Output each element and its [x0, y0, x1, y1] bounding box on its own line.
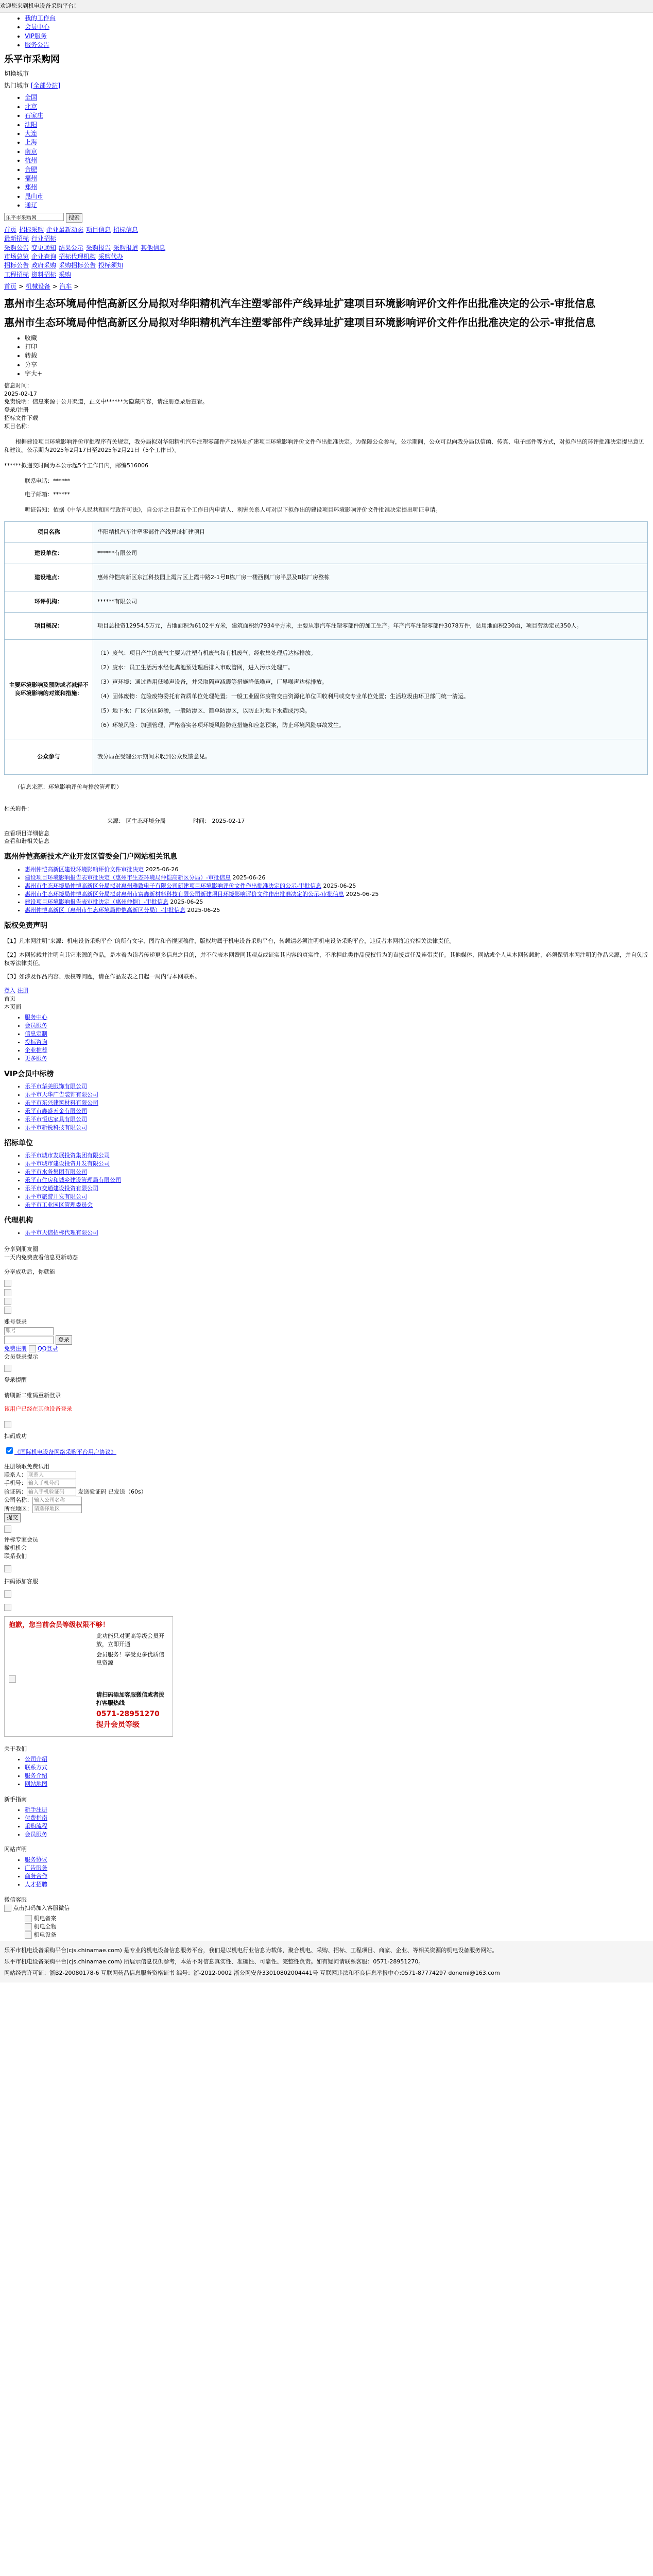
table-key: 建设地点： [5, 564, 93, 591]
site-link[interactable]: 商务合作 [25, 1873, 47, 1880]
city-item[interactable]: 杭州 [25, 157, 38, 164]
broken-image-icon [25, 1923, 32, 1930]
popup-line-3: 请扫码添加客服微信或者拨打客服热线 [96, 1691, 164, 1706]
table-row [5, 521, 648, 543]
vip-link[interactable]: 乐平市天华广告装饰有限公司 [25, 1091, 98, 1098]
table-row [5, 564, 648, 591]
password-input[interactable] [4, 1336, 54, 1344]
vip-link[interactable]: 乐平市东兴建筑材料有限公司 [25, 1099, 98, 1106]
top-link-vip[interactable]: VIP服务 [25, 32, 47, 40]
broken-image-icon [4, 1289, 11, 1296]
nav-item[interactable]: 采购报告 [86, 244, 111, 251]
agency-list [4, 1229, 649, 1237]
help-link[interactable]: 新手注册 [25, 1806, 47, 1813]
list-item [25, 898, 649, 906]
service-link[interactable]: 会员服务 [25, 1022, 47, 1029]
contact-email [25, 490, 649, 499]
popup-tel[interactable]: 0571-28951270 提升会员等级 [96, 1710, 160, 1729]
help-label: 新手指南 [4, 1795, 27, 1803]
login-warning: 该用户已经在其他设备登录 [4, 1405, 72, 1412]
about-link[interactable]: 网站地图 [25, 1780, 47, 1787]
service-link[interactable]: 信息定制 [25, 1030, 47, 1038]
breadcrumb: 首页 > 机械设备 > 汽车 > [4, 283, 79, 291]
doc-paragraph: 根据建设项目环境影响评价审批程序有关规定，我分局拟对华阳精机汽车注塑零部件产线异址扩建项目环境影响评价文件作出批准决定。为保障公众参与，公示期间，公众可以向我分局以信函、传真、电子邮件等方式，对拟作出的环评批准决定提出意见和建议。公示期为2025年2月17日至2025年2月21日（5个工作日）。 [4, 438, 644, 454]
company-input[interactable] [32, 1497, 82, 1505]
help-link[interactable]: 采购流程 [25, 1822, 47, 1829]
table-row [5, 739, 648, 774]
qr-label: 分享成功后，你就能 [4, 1268, 55, 1275]
broken-image-icon [4, 1604, 11, 1611]
nav-item[interactable]: 结果公示 [59, 244, 84, 251]
tender-link[interactable]: 乐平市城市发展投资集团有限公司 [25, 1152, 110, 1159]
list-item [25, 890, 649, 899]
related-date: 2025-06-26 [232, 874, 266, 881]
nav-item[interactable]: 企业最新动态 [46, 226, 84, 233]
table-row [5, 543, 648, 564]
form-more-2: 撤机机会 [4, 1544, 27, 1551]
acct-row [4, 1326, 649, 1335]
nav-item[interactable]: 企业查询 [31, 253, 57, 261]
table-value: 项目总投资12954.5万元，占地面积为6102平方米，建筑面积约7934平方米，主要从事汽车注塑零部件的加工生产。年产汽车注塑零部件3078万件，总用地面积230亩，项目劳动定员350人。 [93, 612, 648, 639]
footer-text-1: 乐平市机电设备采购平台(cjs.chinamae.com) 是专业的机电设备信息服务平台，我们是以机电行业信息为载体，聚合机电、采购、招标、工程项目、商家、企业、等相关资源的机电设备服务网站。 [4, 1946, 498, 1954]
wechat-item: 机电设备 [33, 1931, 57, 1938]
region-select[interactable] [32, 1505, 82, 1513]
breadcrumb-category[interactable]: 机械设备 [25, 283, 50, 291]
city-list [4, 93, 649, 210]
source-name: 来源： 区生态环境分局 [107, 817, 166, 824]
free-reg-row [4, 1345, 649, 1353]
breadcrumb-home[interactable]: 首页 [4, 283, 17, 291]
table-value: 华阳精机汽车注塑零部件产线异址扩建项目 [93, 521, 648, 543]
related-date: 2025-06-25 [323, 882, 356, 889]
phone-input[interactable] [27, 1480, 76, 1488]
table-key: 公众参与 [5, 739, 93, 774]
help-list [4, 1806, 649, 1839]
city-item[interactable]: 南京 [25, 147, 38, 155]
form-title: 注册领取免费试用 [4, 1463, 49, 1470]
vip-link[interactable]: 乐平市鑫盛五金有限公司 [25, 1107, 87, 1114]
home-label: 首页 [4, 995, 15, 1003]
broken-image-icon [4, 1526, 11, 1533]
city-item[interactable]: 合肥 [25, 165, 38, 173]
table-value: 我分局在受理公示期间未收到公众反馈意见。 [93, 739, 648, 774]
pwd-row [4, 1335, 649, 1345]
form-row [4, 1505, 649, 1514]
table-row [5, 591, 648, 612]
list-item [25, 906, 649, 914]
breadcrumb-sub[interactable]: 汽车 [59, 283, 72, 291]
related-link[interactable]: 建设项目环境影响报告表审批决定（惠州市生态环境局仲恺高新区分局）-审批信息 [25, 874, 231, 881]
city-item[interactable]: 石家庄 [25, 112, 44, 120]
broken-image-icon [4, 1590, 11, 1598]
nav-item[interactable]: 其他信息 [141, 244, 166, 251]
login-tips: 会员登录提示 [4, 1353, 38, 1360]
related-label-1[interactable]: 查看项目详细信息 [4, 829, 49, 837]
related-date: 2025-06-25 [170, 899, 203, 906]
vip-permission-popup [4, 1616, 173, 1737]
city-item[interactable]: 福州 [25, 174, 38, 182]
tool-collect[interactable]: • 收藏 [25, 334, 649, 343]
vip-list [4, 1082, 649, 1132]
doc-lead: 项目名称： [4, 423, 32, 430]
attachments-label: 相关附件： [4, 805, 32, 812]
wechat-label: 微信客服 [4, 1896, 27, 1904]
city-item[interactable]: 昆山市 [25, 192, 44, 200]
table-value: ******有限公司 [93, 591, 648, 612]
nav-item[interactable]: 首页 [4, 226, 17, 233]
city-item[interactable]: 大连 [25, 129, 38, 137]
qq-login-link[interactable]: QQ登录 [38, 1345, 58, 1352]
table-value: （1）废气：项目产生的废气主要为注塑有机废气和有机废气，经收集处理后达标排放。 （2）废水：员工生活污水经化粪池预处理后排入市政管网，进入污水处理厂。 （3）声环境：通过选用低噪声设备，并采取隔声减震等措施降低噪声，厂界噪声达标排放。 （4）固体废物：危险废物委托有资质单位处理处置；一般工业固体废物交由资源化单位回收利用或交专业单位处置；生活垃圾由环卫部门统一清运。 （5）地下水：厂区分区防渗，一般防渗区、简单防渗区，以防止对地下水造成污染。 （6）环境风险：加强管理，严格落实各项环境风险防范措施和应急预案，防止环境风险事故发生。 [93, 639, 648, 739]
tool-share[interactable]: • 分享 [25, 361, 649, 369]
service-link[interactable]: 更多服务 [25, 1055, 47, 1062]
login-title: 登录提醒 [4, 1376, 27, 1383]
about-link[interactable]: 公司介绍 [25, 1756, 47, 1763]
account-input[interactable] [4, 1327, 54, 1335]
register-link[interactable]: 注册 [17, 987, 29, 994]
table-key: 环评机构： [5, 591, 93, 612]
login-prompt[interactable]: 登录/注册 [4, 406, 29, 414]
login-note: 请刷新二维码重新登录 [4, 1392, 61, 1399]
city-item[interactable]: 上海 [25, 139, 38, 146]
page-title-repeat: 惠州市生态环境局仲恺高新区分局拟对华阳精机汽车注塑零部件产线异址扩建项目环境影响评价文件作出批准决定的公示-审批信息 [4, 316, 596, 329]
qr-code-icon [4, 1905, 11, 1912]
share-label: 分享到朋友圈 [4, 1245, 38, 1252]
broken-image-icon [25, 1931, 32, 1939]
page-title: 惠州市生态环境局仲恺高新区分局拟对华阳精机汽车注塑零部件产线异址扩建项目环境影响评价文件作出批准决定的公示-审批信息 [4, 297, 596, 310]
contact-phone-value: ****** [53, 478, 70, 485]
nav-item[interactable]: 变更通知 [31, 244, 57, 251]
site-name: 乐平市采购网 [4, 54, 60, 65]
about-link[interactable]: 服务介绍 [25, 1772, 47, 1779]
welcome-text: 欢迎您来到机电设备采购平台！ [0, 3, 79, 9]
search-bar [4, 213, 649, 222]
form-row [4, 1496, 649, 1505]
tender-link[interactable]: 乐平市交通建设投资有限公司 [25, 1184, 98, 1192]
reg-title: 扫码成功 [4, 1433, 27, 1440]
table-key: 主要环境影响及预防或者减轻不良环境影响的对策和措施： [5, 639, 93, 739]
tender-title: 招标单位 [4, 1139, 33, 1147]
city-item[interactable]: 通辽 [25, 201, 38, 209]
broken-image-icon [4, 1421, 11, 1428]
nav-item[interactable]: 政府采购 [31, 262, 57, 269]
copyright-1: 【1】凡本网注明"来源：机电设备采购平台"的所有文字、图片和音视频稿件，版权均属于机电设备采购平台，转载请必须注明机电设备采购平台，违反者本网将追究相关法律责任。 [4, 937, 455, 944]
services-list [4, 1013, 649, 1063]
login-button[interactable]: 登录 [56, 1335, 72, 1345]
contact-email-value: ****** [53, 490, 70, 498]
login-register [4, 987, 649, 995]
help-link[interactable]: 会员服务 [25, 1831, 47, 1838]
main-nav [4, 226, 649, 279]
nav-item[interactable]: 采购 [59, 270, 72, 278]
contact-phone [25, 477, 649, 485]
agency-title: 代理机构 [4, 1216, 33, 1225]
tender-list [4, 1151, 649, 1209]
broken-image-icon [4, 1565, 11, 1572]
source-meta [107, 817, 649, 825]
form-more-1: 评标专家会员 [4, 1536, 38, 1543]
nav-item[interactable]: 市场总览 [4, 253, 29, 261]
copyright-title: 版权免责声明 [4, 922, 47, 930]
contact-line: ******拟递交时间为本公示起5个工作日内，邮编516006 [4, 462, 148, 469]
footer [0, 1941, 653, 1982]
nav-item[interactable]: 采购公告 [4, 244, 29, 251]
table-key: 建设单位： [5, 543, 93, 564]
broken-image-icon [4, 1307, 11, 1314]
related-date: 2025-06-25 [346, 890, 379, 897]
city-item[interactable]: 北京 [25, 103, 38, 110]
about-list [4, 1755, 649, 1788]
city-item[interactable]: 沈阳 [25, 121, 38, 128]
agreement-checkbox[interactable] [6, 1447, 13, 1454]
nav-item[interactable]: 采购招标公告 [59, 262, 96, 269]
wechat-item: 机电备案 [33, 1915, 57, 1922]
table-value: 惠州仲恺高新区东江科技园上霞片区上霞中路2-1号B栋厂房一楼西侧厂房半层及B栋厂房整栋 [93, 564, 648, 591]
contact-phone-label: 联系电话： [25, 478, 53, 485]
top-links [4, 14, 649, 50]
contact-input[interactable] [27, 1471, 76, 1479]
related-link[interactable]: 惠州仲恺高新区（惠州市生态环境局仲恺高新区分局）-审批信息 [25, 907, 185, 914]
top-link-member[interactable]: 会员中心 [25, 23, 50, 31]
free-register-link[interactable]: 免费注册 [4, 1345, 27, 1352]
project-table [4, 521, 648, 775]
agreement-link[interactable]: 《国际机电设备网络采购平台用户协议》 [14, 1449, 116, 1455]
tender-link[interactable]: 乐平市住房和城乡建设管理局有限公司 [25, 1176, 121, 1183]
nav-item[interactable]: 采购报道 [113, 244, 139, 251]
broken-image-icon [4, 1365, 11, 1372]
service-link[interactable]: 企业推荐 [25, 1046, 47, 1054]
related-link[interactable]: 惠州仲恺高新区建设环境影响评价文件审批决定 [25, 866, 144, 873]
popup-line-1: 此功能只对更高等级会员开放，立即开通 [96, 1633, 164, 1648]
form-label: 联系人： [4, 1471, 27, 1478]
help-link[interactable]: 付费指南 [25, 1814, 47, 1821]
site-label: 网站声明 [4, 1846, 27, 1853]
code-input[interactable] [27, 1488, 76, 1496]
acct-label: 账号登录 [4, 1318, 27, 1326]
related-label-2[interactable]: 查看和谐相关信息 [4, 838, 49, 845]
broken-image-icon [4, 1298, 11, 1305]
city-item[interactable]: 全国 [25, 94, 38, 101]
vip-title: VIP会员中标榜 [4, 1070, 54, 1078]
table-key: 项目概况： [5, 612, 93, 639]
nav-item[interactable]: 投标须知 [98, 262, 124, 269]
top-link-notice[interactable]: 服务公告 [25, 41, 50, 49]
broken-image-icon [4, 1280, 11, 1287]
site-link[interactable]: 人才招聘 [25, 1881, 47, 1888]
copyright-3: 【3】如涉及作品内容、版权等问题，请在作品发表之日起一周内与本网联系。 [4, 973, 200, 980]
related-link[interactable]: 惠州市生态环境局仲恺高新区分局拟对惠州雅致电子有限公司新建项目环境影响评价文件作出批准决定的公示-审批信息 [25, 882, 321, 889]
send-code-button[interactable]: 发送验证码 已发送（60s） [78, 1488, 147, 1495]
form-row [4, 1471, 649, 1480]
table-row [5, 612, 648, 639]
form-submit-button[interactable]: 提交 [4, 1513, 21, 1522]
hot-cities [4, 81, 649, 90]
table-value: ******有限公司 [93, 543, 648, 564]
nav-item[interactable]: 招标代理机构 [59, 253, 96, 261]
wechat-sub: 点击扫码加入客服微信 [13, 1905, 70, 1912]
form-row [4, 1479, 649, 1488]
list-item [25, 866, 649, 874]
search-button[interactable]: 搜索 [66, 213, 82, 223]
list-item [25, 874, 649, 882]
wechat-list [4, 1914, 649, 1939]
city-item[interactable]: 郑州 [25, 183, 38, 191]
agreement-row [4, 1446, 649, 1456]
broken-image-icon [25, 1915, 32, 1922]
info-date: 2025-02-17 [4, 390, 37, 397]
site-link[interactable]: 服务协议 [25, 1856, 47, 1863]
search-input[interactable] [4, 213, 64, 221]
nav-item[interactable]: 行业招标 [31, 235, 57, 243]
copyright-2: 【2】本网转载并注明自其它来源的作品，是本着为读者传递更多信息之目的，并不代表本网赞同其观点或证实其内容的真实性，不承担此类作品侵权行为的直接责任及连带责任。其他媒体、网站或个人从本网转载时，必须保留本网注明的作品来源，并自负版权等法律责任。 [4, 951, 648, 967]
related-title: 惠州仲恺高新技术产业开发区管委会门户网站相关讯息 [4, 853, 177, 861]
form-label: 公司名称： [4, 1497, 32, 1504]
nav-item[interactable]: 采购代办 [98, 253, 124, 261]
tender-link[interactable]: 乐平市水务集团有限公司 [25, 1168, 87, 1175]
hot-cities-label: 热门城市 [4, 81, 31, 89]
region-label: 切换城市 [4, 70, 29, 77]
top-link-workbench[interactable]: 我的工作台 [25, 14, 56, 22]
form-more-3: 联系我们 [4, 1552, 27, 1560]
form-label: 手机号： [4, 1480, 27, 1487]
hearing-notice: 听证告知：依据《中华人民共和国行政许可法》，自公示之日起五个工作日内申请人、利害关系人可对以下拟作出的建设项目环境影响评价文件批准决定提出听证申请。 [25, 506, 441, 513]
all-cities-link[interactable]: [全部分站] [30, 81, 61, 89]
tender-link[interactable]: 乐平市工业园区管理委员会 [25, 1201, 93, 1208]
related-date: 2025-06-26 [145, 866, 179, 873]
list-item [25, 882, 649, 890]
qq-icon [29, 1345, 36, 1352]
article-tools [4, 334, 649, 379]
related-list [4, 866, 649, 915]
form-label: 所在地区： [4, 1505, 32, 1512]
top-bar [0, 0, 653, 13]
table-key: 项目名称 [5, 521, 93, 543]
nav-item[interactable]: 资料招标 [31, 270, 57, 278]
form-row [4, 1488, 649, 1497]
vip-link[interactable]: 乐平市恒达家具有限公司 [25, 1115, 87, 1123]
image-placeholders [4, 1279, 649, 1315]
nav-item[interactable]: 招标信息 [113, 226, 139, 233]
tender-link[interactable]: 乐平市城市建设投资开发有限公司 [25, 1160, 110, 1167]
agency-link[interactable]: 乐平市天信招标代理有限公司 [25, 1229, 98, 1236]
tool-print[interactable]: • 打印 [25, 343, 649, 351]
table-row [5, 639, 648, 739]
tool-repost[interactable]: • 转载 [25, 351, 649, 360]
about-label: 关于我们 [4, 1745, 27, 1753]
share-sub: 一天内免费查看信息更新动态 [4, 1253, 78, 1261]
contact-email-label: 电子邮箱： [25, 490, 53, 498]
source-note: （信息来源：环境影响评价与排放管理股） [14, 783, 122, 790]
site-list [4, 1856, 649, 1889]
trial-form [4, 1471, 649, 1561]
wechat-item: 机电全物 [33, 1923, 57, 1930]
tender-link[interactable]: 乐平市旅游开发有限公司 [25, 1193, 87, 1200]
source-time: 时间： 2025-02-17 [193, 817, 245, 824]
site-link[interactable]: 广告服务 [25, 1865, 47, 1872]
notice-text: 免责说明：信息来源于公开渠道，正文中******为隐藏内容，请注册登录后查看。 [4, 398, 208, 405]
services-label: 本页面 [4, 1004, 21, 1011]
tool-font-size[interactable]: • 字大+ [25, 369, 649, 378]
vip-link[interactable]: 乐平市新锐科技有限公司 [25, 1124, 87, 1131]
about-link[interactable]: 联系方式 [25, 1764, 47, 1771]
scan-title: 扫码添加客服 [4, 1578, 38, 1585]
form-label: 验证码： [4, 1488, 27, 1495]
nav-item[interactable]: 招标公告 [4, 262, 29, 269]
service-link[interactable]: 服务中心 [25, 1014, 47, 1021]
info-time-label: 信息时间： [4, 382, 32, 389]
footer-text-2: 乐平市机电设备采购平台(cjs.chinamae.com) 所展示信息仅供参考，本站不对信息真实性、准确性、可靠性、完整性负责。如有疑问请联系客服：0571-28951270。 [4, 1958, 424, 1965]
nav-item[interactable]: 工程招标 [4, 270, 29, 278]
nav-item[interactable]: 项目信息 [86, 226, 111, 233]
info-time [4, 382, 649, 431]
login-link[interactable]: 登入 [4, 987, 15, 994]
nav-item[interactable]: 招标采购 [19, 226, 44, 233]
nav-item[interactable]: 最新招标 [4, 235, 29, 243]
broken-image-icon [9, 1675, 16, 1683]
vip-link[interactable]: 乐平市华美服饰有限公司 [25, 1083, 87, 1090]
related-link[interactable]: 建设项目环境影响报告表审批决定（惠州仲恺）-审批信息 [25, 899, 168, 906]
wechat-sub-row [4, 1904, 649, 1912]
related-date: 2025-06-25 [187, 907, 220, 914]
popup-title: 抱歉，您当前会员等级权限不够！ [9, 1621, 110, 1629]
download-prompt[interactable]: 招标文件下载 [4, 415, 38, 422]
related-link[interactable]: 惠州市生态环境局仲恺高新区分局拟对惠州市富鑫新材料科技有限公司新建项目环境影响评价文件作出批准决定的公示-审批信息 [25, 890, 344, 897]
service-link[interactable]: 投标咨询 [25, 1039, 47, 1046]
footer-text-3: 网站经营许可证：浙B2-20080178-6 互联网药品信息服务资格证书 编号：浙-2012-0002 浙公网安备33010802004441号 互联网违法和不良信息举报中心:0571-87774297 donemi@163.com [4, 1969, 500, 1976]
popup-line-2: 会员服务！享受更多优质信息资源 [96, 1651, 164, 1667]
